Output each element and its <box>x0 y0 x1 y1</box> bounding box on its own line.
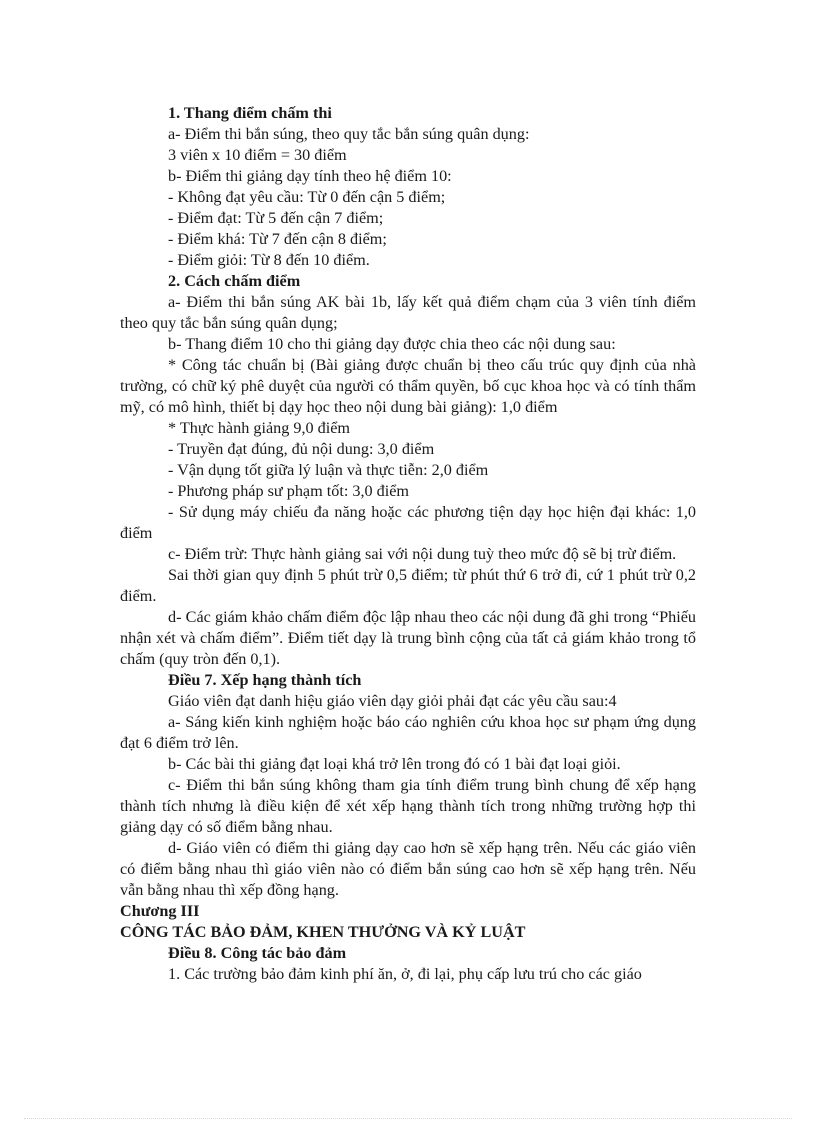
paragraph: a- Điểm thi bắn súng, theo quy tắc bắn súng quân dụng: <box>168 125 530 143</box>
paragraph: d- Giáo viên có điểm thi giảng dạy cao hơn sẽ xếp hạng trên. Nếu các giáo viên có điểm bằng nhau thì giáo viên nào có điểm bắn súng cao hơn sẽ xếp hạng trên. Nếu vẫn bằng nhau thì xếp đồng hạng. <box>120 839 696 899</box>
heading-scoring-method: 2. Cách chấm điểm <box>168 272 301 290</box>
list-item: - Truyền đạt đúng, đủ nội dung: 3,0 điểm <box>168 440 435 458</box>
heading-article-7: Điều 7. Xếp hạng thành tích <box>168 671 362 689</box>
heading-article-8: Điều 8. Công tác bảo đảm <box>168 944 347 962</box>
paragraph: a- Điểm thi bắn súng AK bài 1b, lấy kết quả điểm chạm của 3 viên tính điểm theo quy tắc bắn súng quân dụng; <box>120 293 696 332</box>
paragraph: c- Điểm trừ: Thực hành giảng sai với nội dung tuỳ theo mức độ sẽ bị trừ điểm. <box>168 545 677 563</box>
paragraph: 3 viên x 10 điểm = 30 điểm <box>168 146 347 164</box>
paragraph: * Thực hành giảng 9,0 điểm <box>168 419 351 437</box>
list-item: - Điểm khá: Từ 7 đến cận 8 điểm; <box>168 230 387 248</box>
chapter-label: Chương III <box>120 902 200 920</box>
paragraph: 1. Các trường bảo đảm kinh phí ăn, ở, đi lại, phụ cấp lưu trú cho các giáo <box>168 965 642 983</box>
paragraph: Sai thời gian quy định 5 phút trừ 0,5 điểm; từ phút thứ 6 trở đi, cứ 1 phút trừ 0,2 điểm. <box>120 566 696 605</box>
list-item: - Vận dụng tốt giữa lý luận và thực tiễn: 2,0 điểm <box>168 461 489 479</box>
list-item: - Không đạt yêu cầu: Từ 0 đến cận 5 điểm; <box>168 188 446 206</box>
heading-grading-scale: 1. Thang điểm chấm thi <box>168 104 332 122</box>
paragraph: b- Các bài thi giảng đạt loại khá trở lên trong đó có 1 bài đạt loại giỏi. <box>168 755 621 773</box>
list-item: - Phương pháp sư phạm tốt: 3,0 điểm <box>168 482 410 500</box>
page-bottom-divider <box>24 1118 792 1119</box>
list-item: - Điểm đạt: Từ 5 đến cận 7 điểm; <box>168 209 384 227</box>
paragraph: b- Điểm thi giảng dạy tính theo hệ điểm 10: <box>168 167 452 185</box>
chapter-title: CÔNG TÁC BẢO ĐẢM, KHEN THƯỞNG VÀ KỶ LUẬT <box>120 923 526 941</box>
paragraph: Giáo viên đạt danh hiệu giáo viên dạy giỏi phải đạt các yêu cầu sau:4 <box>168 692 617 710</box>
paragraph: d- Các giám khảo chấm điểm độc lập nhau theo các nội dung đã ghi trong “Phiếu nhận xét và chấm điểm”. Điểm tiết dạy là trung bình cộng của tất cả giám khảo trong tổ chấm (quy tròn đến 0,1). <box>120 608 696 668</box>
paragraph: b- Thang điểm 10 cho thi giảng dạy được chia theo các nội dung sau: <box>168 335 616 353</box>
document-body <box>120 103 696 985</box>
paragraph: c- Điểm thi bắn súng không tham gia tính điểm trung bình chung để xếp hạng thành tích nhưng là điều kiện để xét xếp hạng thành tích trong những trường hợp thi giảng dạy có số điểm bằng nhau. <box>120 776 696 836</box>
list-item: - Sử dụng máy chiếu đa năng hoặc các phương tiện dạy học hiện đại khác: 1,0 điểm <box>120 503 696 542</box>
paragraph: a- Sáng kiến kinh nghiệm hoặc báo cáo nghiên cứu khoa học sư phạm ứng dụng đạt 6 điểm trở lên. <box>120 713 696 752</box>
list-item: - Điểm giỏi: Từ 8 đến 10 điểm. <box>168 251 370 269</box>
paragraph: * Công tác chuẩn bị (Bài giảng được chuẩn bị theo cấu trúc quy định của nhà trường, có chữ ký phê duyệt của người có thẩm quyền, bố cục khoa học và có tính thẩm mỹ, có mô hình, thiết bị dạy học theo nội dung bài giảng): 1,0 điểm <box>120 356 696 416</box>
